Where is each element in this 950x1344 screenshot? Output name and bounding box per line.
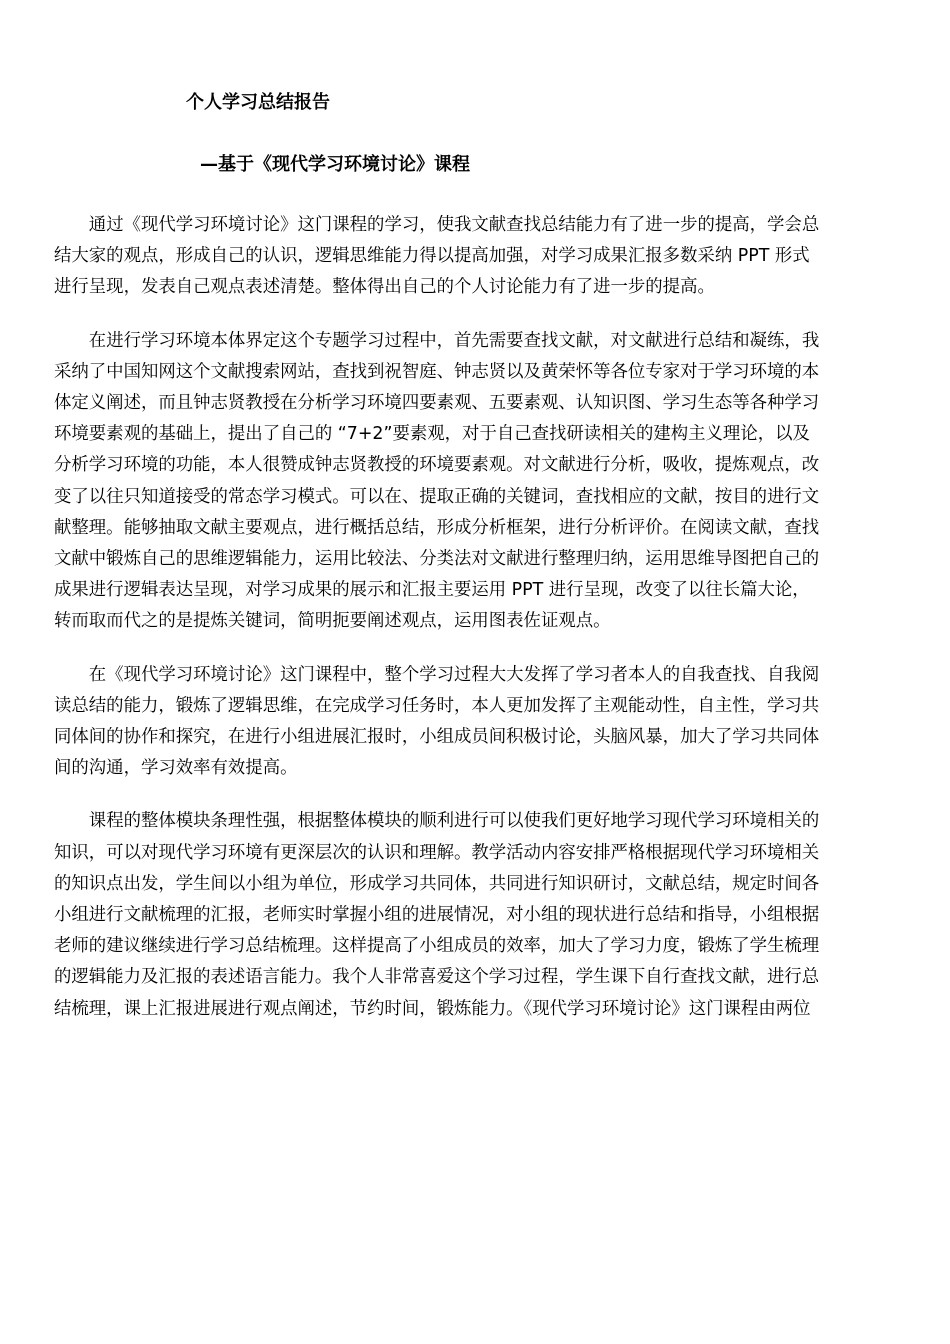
paragraph-line: 文献中锻炼自己的思维逻辑能力，运用比较法、分类法对文献进行整理归纳，运用思维导图把自己的 [54,549,820,570]
paragraph-line: 结大家的观点，形成自己的认识，逻辑思维能力得以提高加强，对学习成果汇报多数采纳 PPT 形式 [54,246,810,267]
paragraph-2 [54,326,896,638]
paragraph-line: 在进行学习环境本体界定这个专题学习过程中，首先需要查找文献，对文献进行总结和凝练，我 [88,330,820,351]
paragraph-line: 体定义阐述，而且钟志贤教授在分析学习环境四要素观、五要素观、认知识图、学习生态等各种学习 [54,393,820,414]
paragraph-line: 采纳了中国知网这个文献搜索网站，查找到祝智庭、钟志贤以及黄荣怀等各位专家对于学习环境的本 [54,361,820,382]
paragraph-line: 间的沟通，学习效率有效提高。 [54,758,298,779]
document-subtitle: —基于《现代学习环境讨论》课程 [200,154,470,175]
paragraph-line: 小组进行文献梳理的汇报，老师实时掌握小组的进展情况，对小组的现状进行总结和指导，小组根据 [54,905,820,926]
paragraph-line: 通过《现代学习环境讨论》这门课程的学习，使我文献查找总结能力有了进一步的提高，学会总 [88,215,820,235]
paragraph-line: 成果进行逻辑表达呈现，对学习成果的展示和汇报主要运用 PPT 进行呈现，改变了以往长篇大论， [54,580,810,601]
paragraph-line: 进行呈现，发表自己观点表述清楚。整体得出自己的个人讨论能力有了进一步的提高。 [54,277,715,298]
paragraph-1 [54,210,896,304]
paragraph-line: 课程的整体模块条理性强，根据整体模块的顺利进行可以使我们更好地学习现代学习环境相关的 [88,811,820,832]
paragraph-4 [54,806,896,1024]
paragraph-line: 在《现代学习环境讨论》这门课程中，整个学习过程大大发挥了学习者本人的自我查找、自我阅 [88,664,820,685]
paragraph-line: 的知识点出发，学生间以小组为单位，形成学习共同体，共同进行知识研讨，文献总结，规定时间各 [54,873,820,894]
document-body [54,210,896,1047]
paragraph-line: 同体间的协作和探究，在进行小组进展汇报时，小组成员间积极讨论，头脑风暴，加大了学习共同体 [54,727,820,748]
paragraph-line: 知识，可以对现代学习环境有更深层次的认识和理解。教学活动内容安排严格根据现代学习环境相关 [54,842,820,863]
paragraph-line: 变了以往只知道接受的常态学习模式。可以在、提取正确的关键词，查找相应的文献，按目的进行文 [54,486,820,507]
paragraph-line: 环境要素观的基础上，提出了自己的 “7+2”要素观，对于自己查找研读相关的建构主义理论，以及 [54,424,810,445]
document-title: 个人学习总结报告 [186,92,330,113]
paragraph-line: 老师的建议继续进行学习总结梳理。这样提高了小组成员的效率，加大了学习力度，锻炼了学生梳理 [54,936,820,957]
paragraph-3 [54,660,896,785]
paragraph-line: 转而取而代之的是提炼关键词，简明扼要阐述观点，运用图表佐证观点。 [54,611,611,632]
paragraph-line: 读总结的能力，锻炼了逻辑思维，在完成学习任务时，本人更加发挥了主观能动性，自主性，学习共 [54,695,820,716]
paragraph-line: 结梳理，课上汇报进展进行观点阐述，节约时间，锻炼能力。《现代学习环境讨论》这门课程由两位 [54,998,811,1019]
paragraph-line: 献整理。能够抽取文献主要观点，进行概括总结，形成分析框架，进行分析评价。在阅读文献，查找 [54,517,820,538]
paragraph-line: 的逻辑能力及汇报的表述语言能力。我个人非常喜爱这个学习过程，学生课下自行查找文献，进行总 [54,967,820,988]
paragraph-line: 分析学习环境的功能，本人很赞成钟志贤教授的环境要素观。对文献进行分析，吸收，提炼观点，改 [54,455,820,476]
